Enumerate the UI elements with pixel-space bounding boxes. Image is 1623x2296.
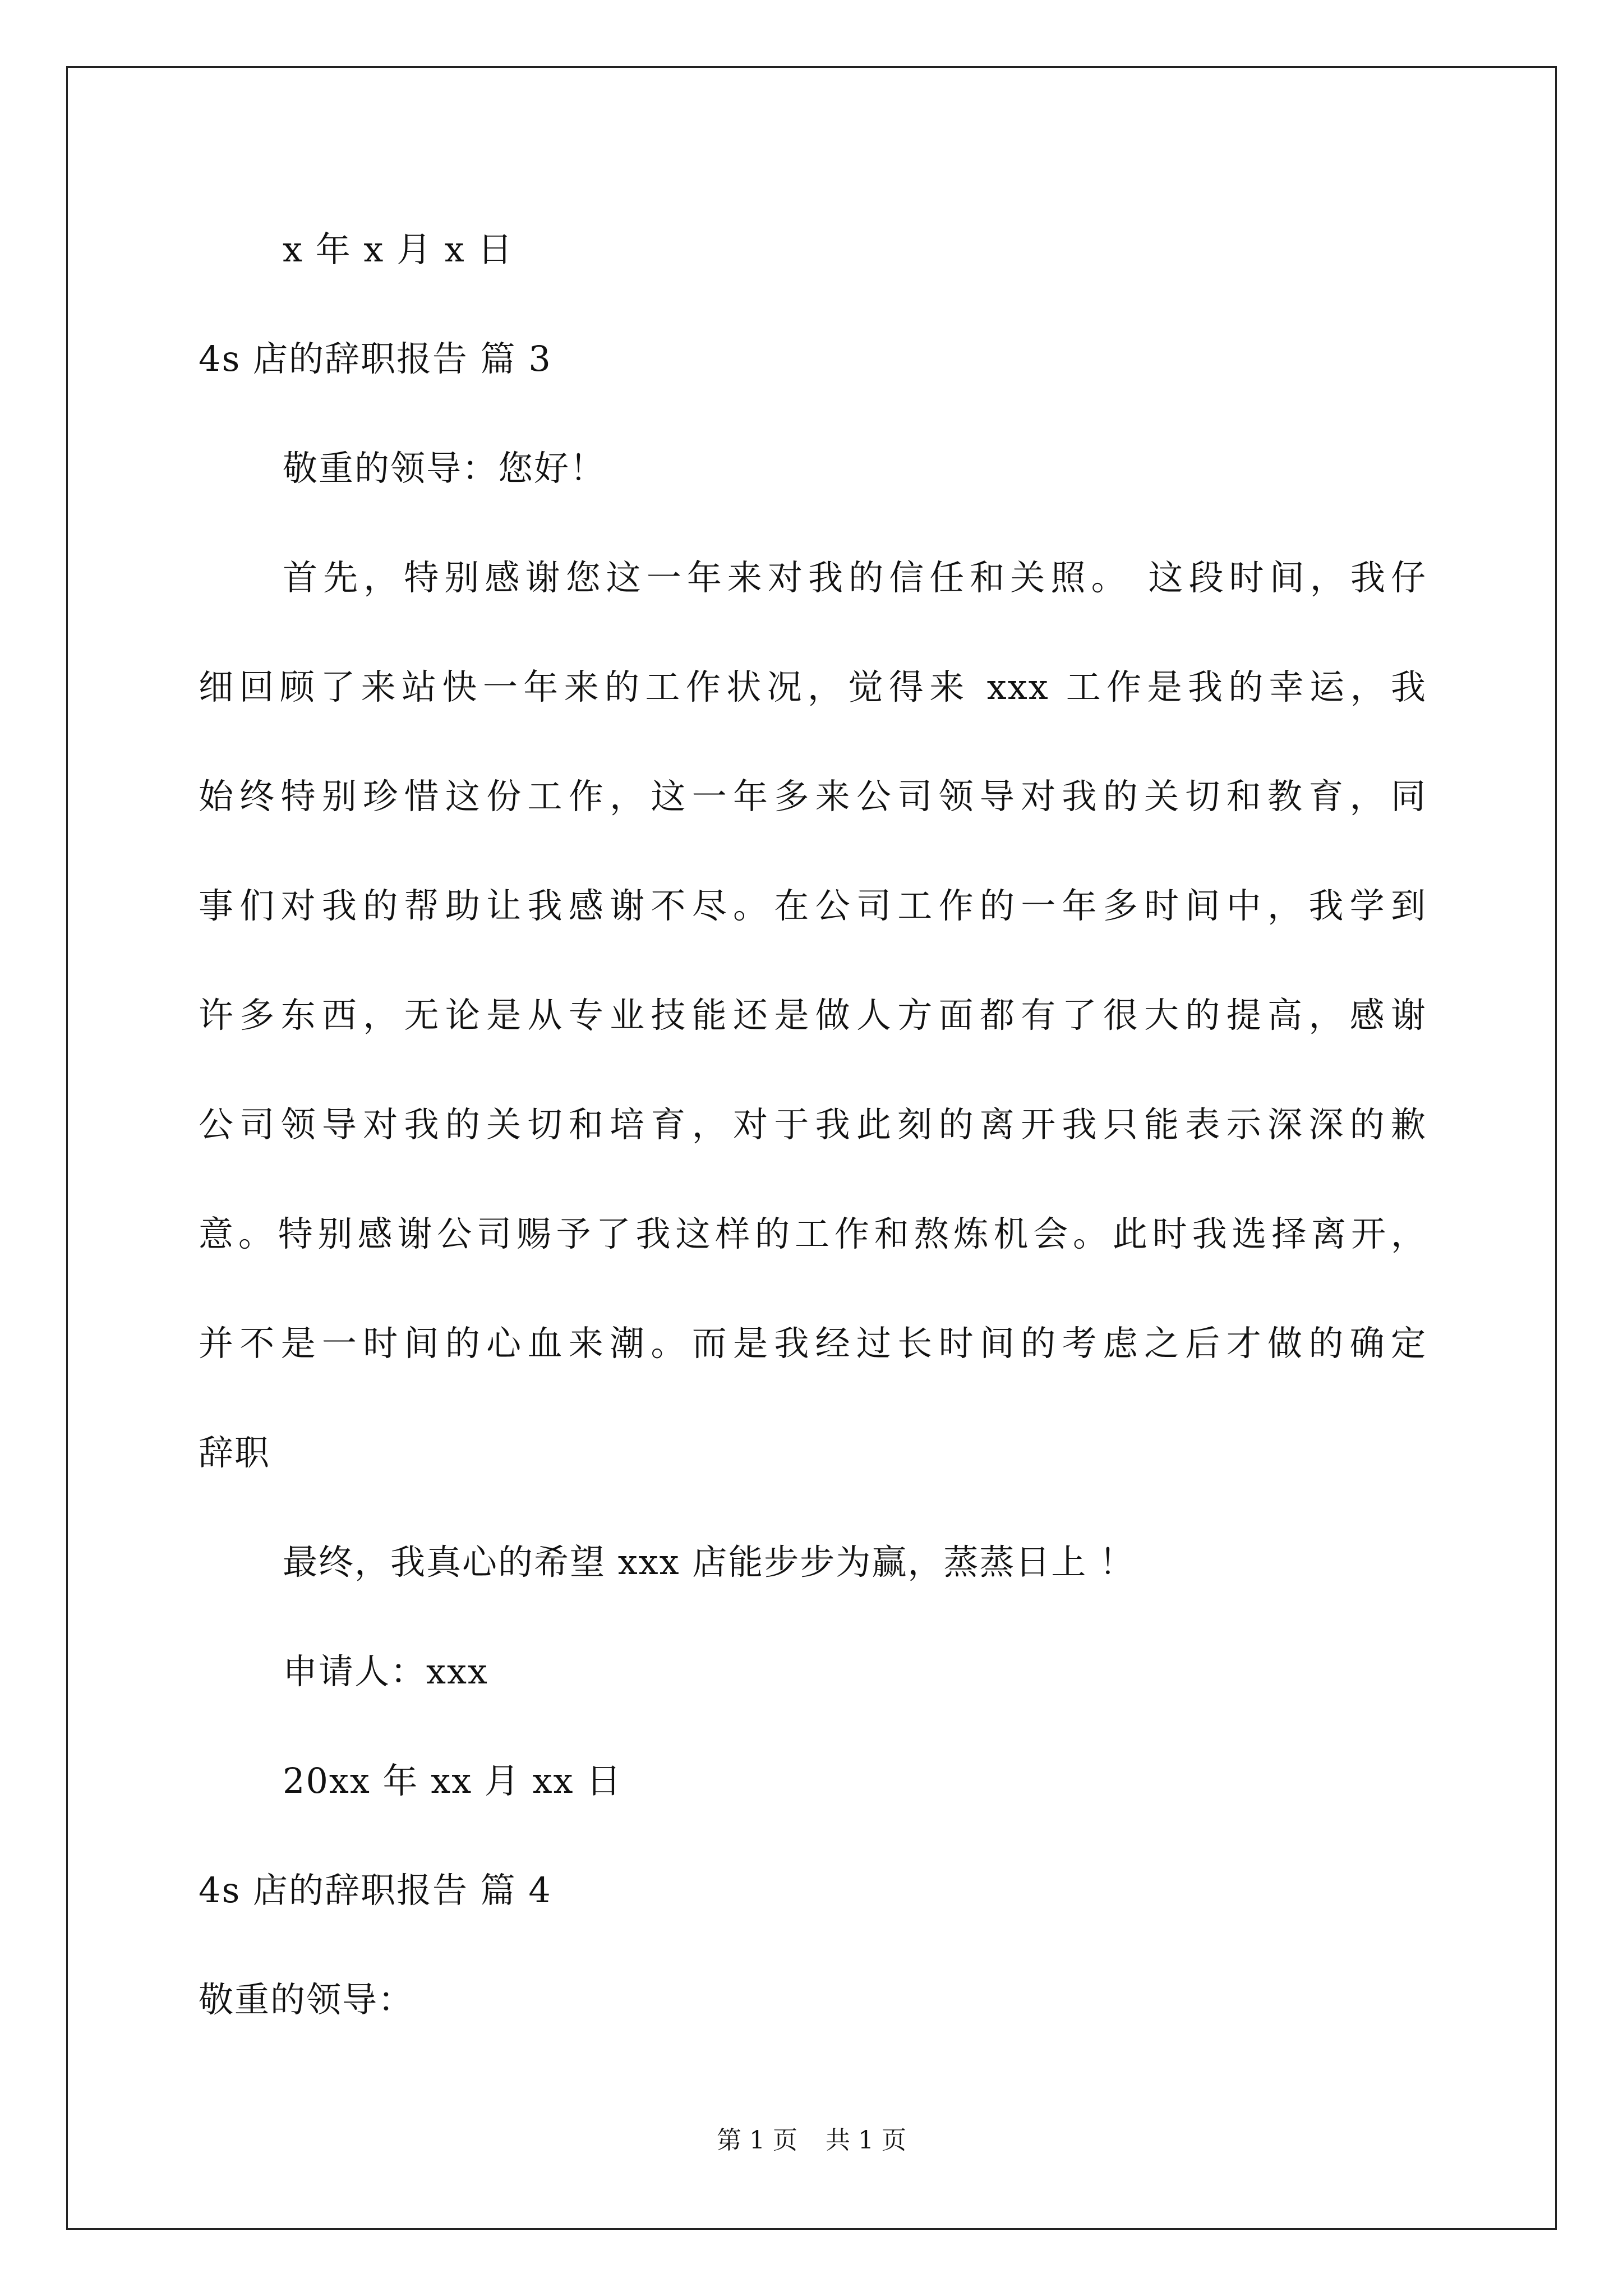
- body-line-9: 辞职: [199, 1432, 271, 1473]
- page-number-total: 共 1 页: [826, 2126, 906, 2155]
- page-number-current: 第 1 页: [717, 2126, 797, 2155]
- closing-wish: 最终，我真心的希望 xxx 店能步步为赢，蒸蒸日上 ！: [283, 1542, 1136, 1582]
- salutation: 敬重的领导：您好！: [283, 448, 606, 489]
- section-heading-4: 4s 店的辞职报告 篇 4: [199, 1870, 552, 1911]
- body-line-7: 意。特别感谢公司赐予了我这样的工作和熬炼机会。此时我选择离开，: [199, 1213, 1427, 1254]
- signature-date: 20xx 年 xx 月 xx 日: [283, 1760, 623, 1801]
- body-line-8: 并不是一时间的心血来潮。而是我经过长时间的考虑之后才做的确定: [199, 1323, 1427, 1364]
- applicant-line: 申请人：xxx: [283, 1651, 488, 1692]
- body-line-1: 首先，特别感谢您这一年来对我的信任和关照。 这段时间，我仔: [283, 557, 1427, 598]
- body-line-5: 许多东西，无论是从专业技能还是做人方面都有了很大的提高，感谢: [199, 995, 1427, 1036]
- section-heading-3: 4s 店的辞职报告 篇 3: [199, 338, 552, 379]
- body-line-6: 公司领导对我的关切和培育，对于我此刻的离开我只能表示深深的歉: [199, 1104, 1427, 1145]
- body-line-2: 细回顾了来站快一年来的工作状况，觉得来 xxx 工作是我的幸运，我: [199, 666, 1427, 707]
- page-footer: [0, 2125, 1623, 2156]
- body-line-3: 始终特别珍惜这份工作，这一年多来公司领导对我的关切和教育，同: [199, 776, 1427, 817]
- salutation-4: 敬重的领导：: [199, 1979, 414, 2020]
- date-line: x 年 x 月 x 日: [283, 229, 514, 270]
- body-line-4: 事们对我的帮助让我感谢不尽。在公司工作的一年多时间中，我学到: [199, 885, 1427, 926]
